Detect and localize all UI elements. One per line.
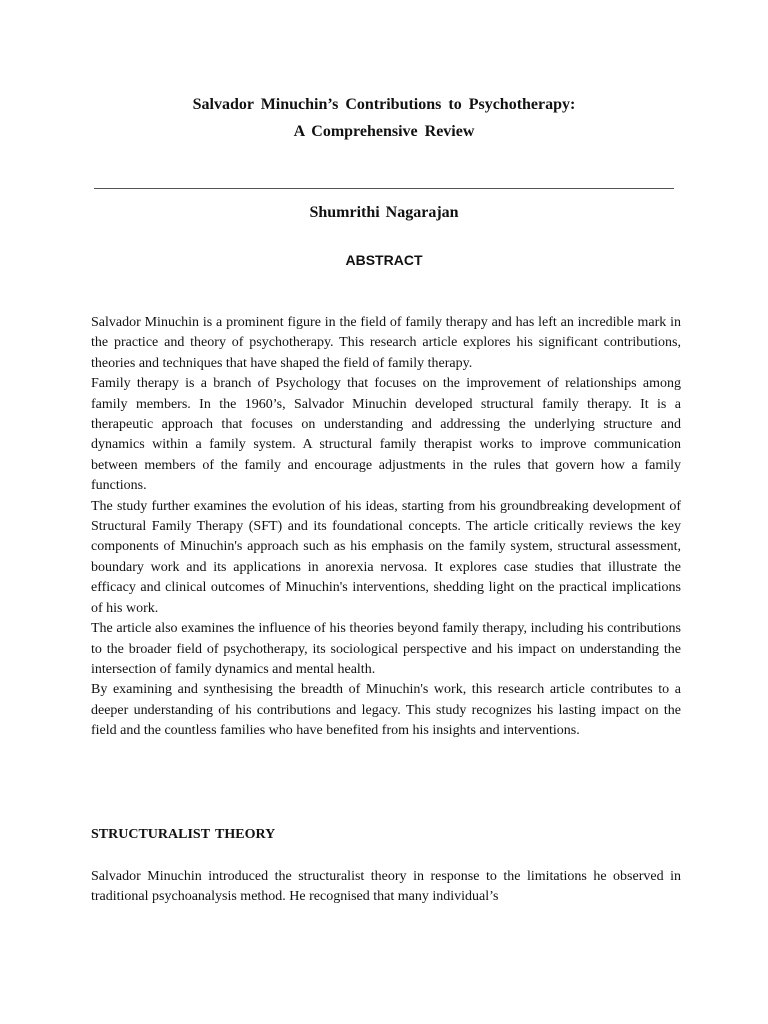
title-divider bbox=[94, 188, 674, 189]
paper-title-line-2: A Comprehensive Review bbox=[293, 123, 475, 140]
abstract-paragraph: The study further examines the evolution of his ideas, starting from his groundbreaking development of Structural Family Therapy (SFT) and its foundational concepts. The article critically reviews the key components of Minuchin's approach such as his emphasis on the family system, structural assessment, boundary work and its applications in anorexia nervosa. It explores case studies that illustrate the efficacy and clinical outcomes of Minuchin's interventions, shedding light on the practical implications of his work. bbox=[91, 498, 681, 616]
section-body bbox=[91, 867, 681, 908]
author-name: Shumrithi Nagarajan bbox=[309, 204, 459, 221]
paper-title-line-1: Salvador Minuchin’s Contributions to Psychotherapy: bbox=[192, 96, 576, 113]
abstract-heading: ABSTRACT bbox=[345, 252, 423, 268]
abstract-paragraph: Family therapy is a branch of Psychology that focuses on the improvement of relationships among family members. In the 1960’s, Salvador Minuchin developed structural family therapy. It is a therapeutic approach that focuses on understanding and addressing the underlying structure and dynamics within a family system. A structural family therapist works to improve communication between members of the family and encourage adjustments in the rules that govern how a family functions. bbox=[91, 376, 681, 494]
abstract-paragraph: Salvador Minuchin is a prominent figure in the field of family therapy and has left an incredible mark in the practice and theory of psychotherapy. This research article explores his significant contributions, theories and techniques that have shaped the field of family therapy. bbox=[91, 315, 681, 371]
section-paragraph: Salvador Minuchin introduced the structuralist theory in response to the limitations he observed in traditional psychoanalysis method. He recognised that many individual’s bbox=[91, 869, 681, 905]
section-heading-structuralist-theory: STRUCTURALIST THEORY bbox=[91, 827, 276, 842]
abstract-paragraph: The article also examines the influence of his theories beyond family therapy, including his contributions to the broader field of psychotherapy, its sociological perspective and his impact on understanding the intersection of family dynamics and mental health. bbox=[91, 621, 681, 677]
abstract-paragraph: By examining and synthesising the breadth of Minuchin's work, this research article contributes to a deeper understanding of his contributions and legacy. This study recognizes his lasting impact on the field and the countless families who have benefited from his insights and interventions. bbox=[91, 682, 681, 739]
abstract-body bbox=[91, 313, 681, 742]
